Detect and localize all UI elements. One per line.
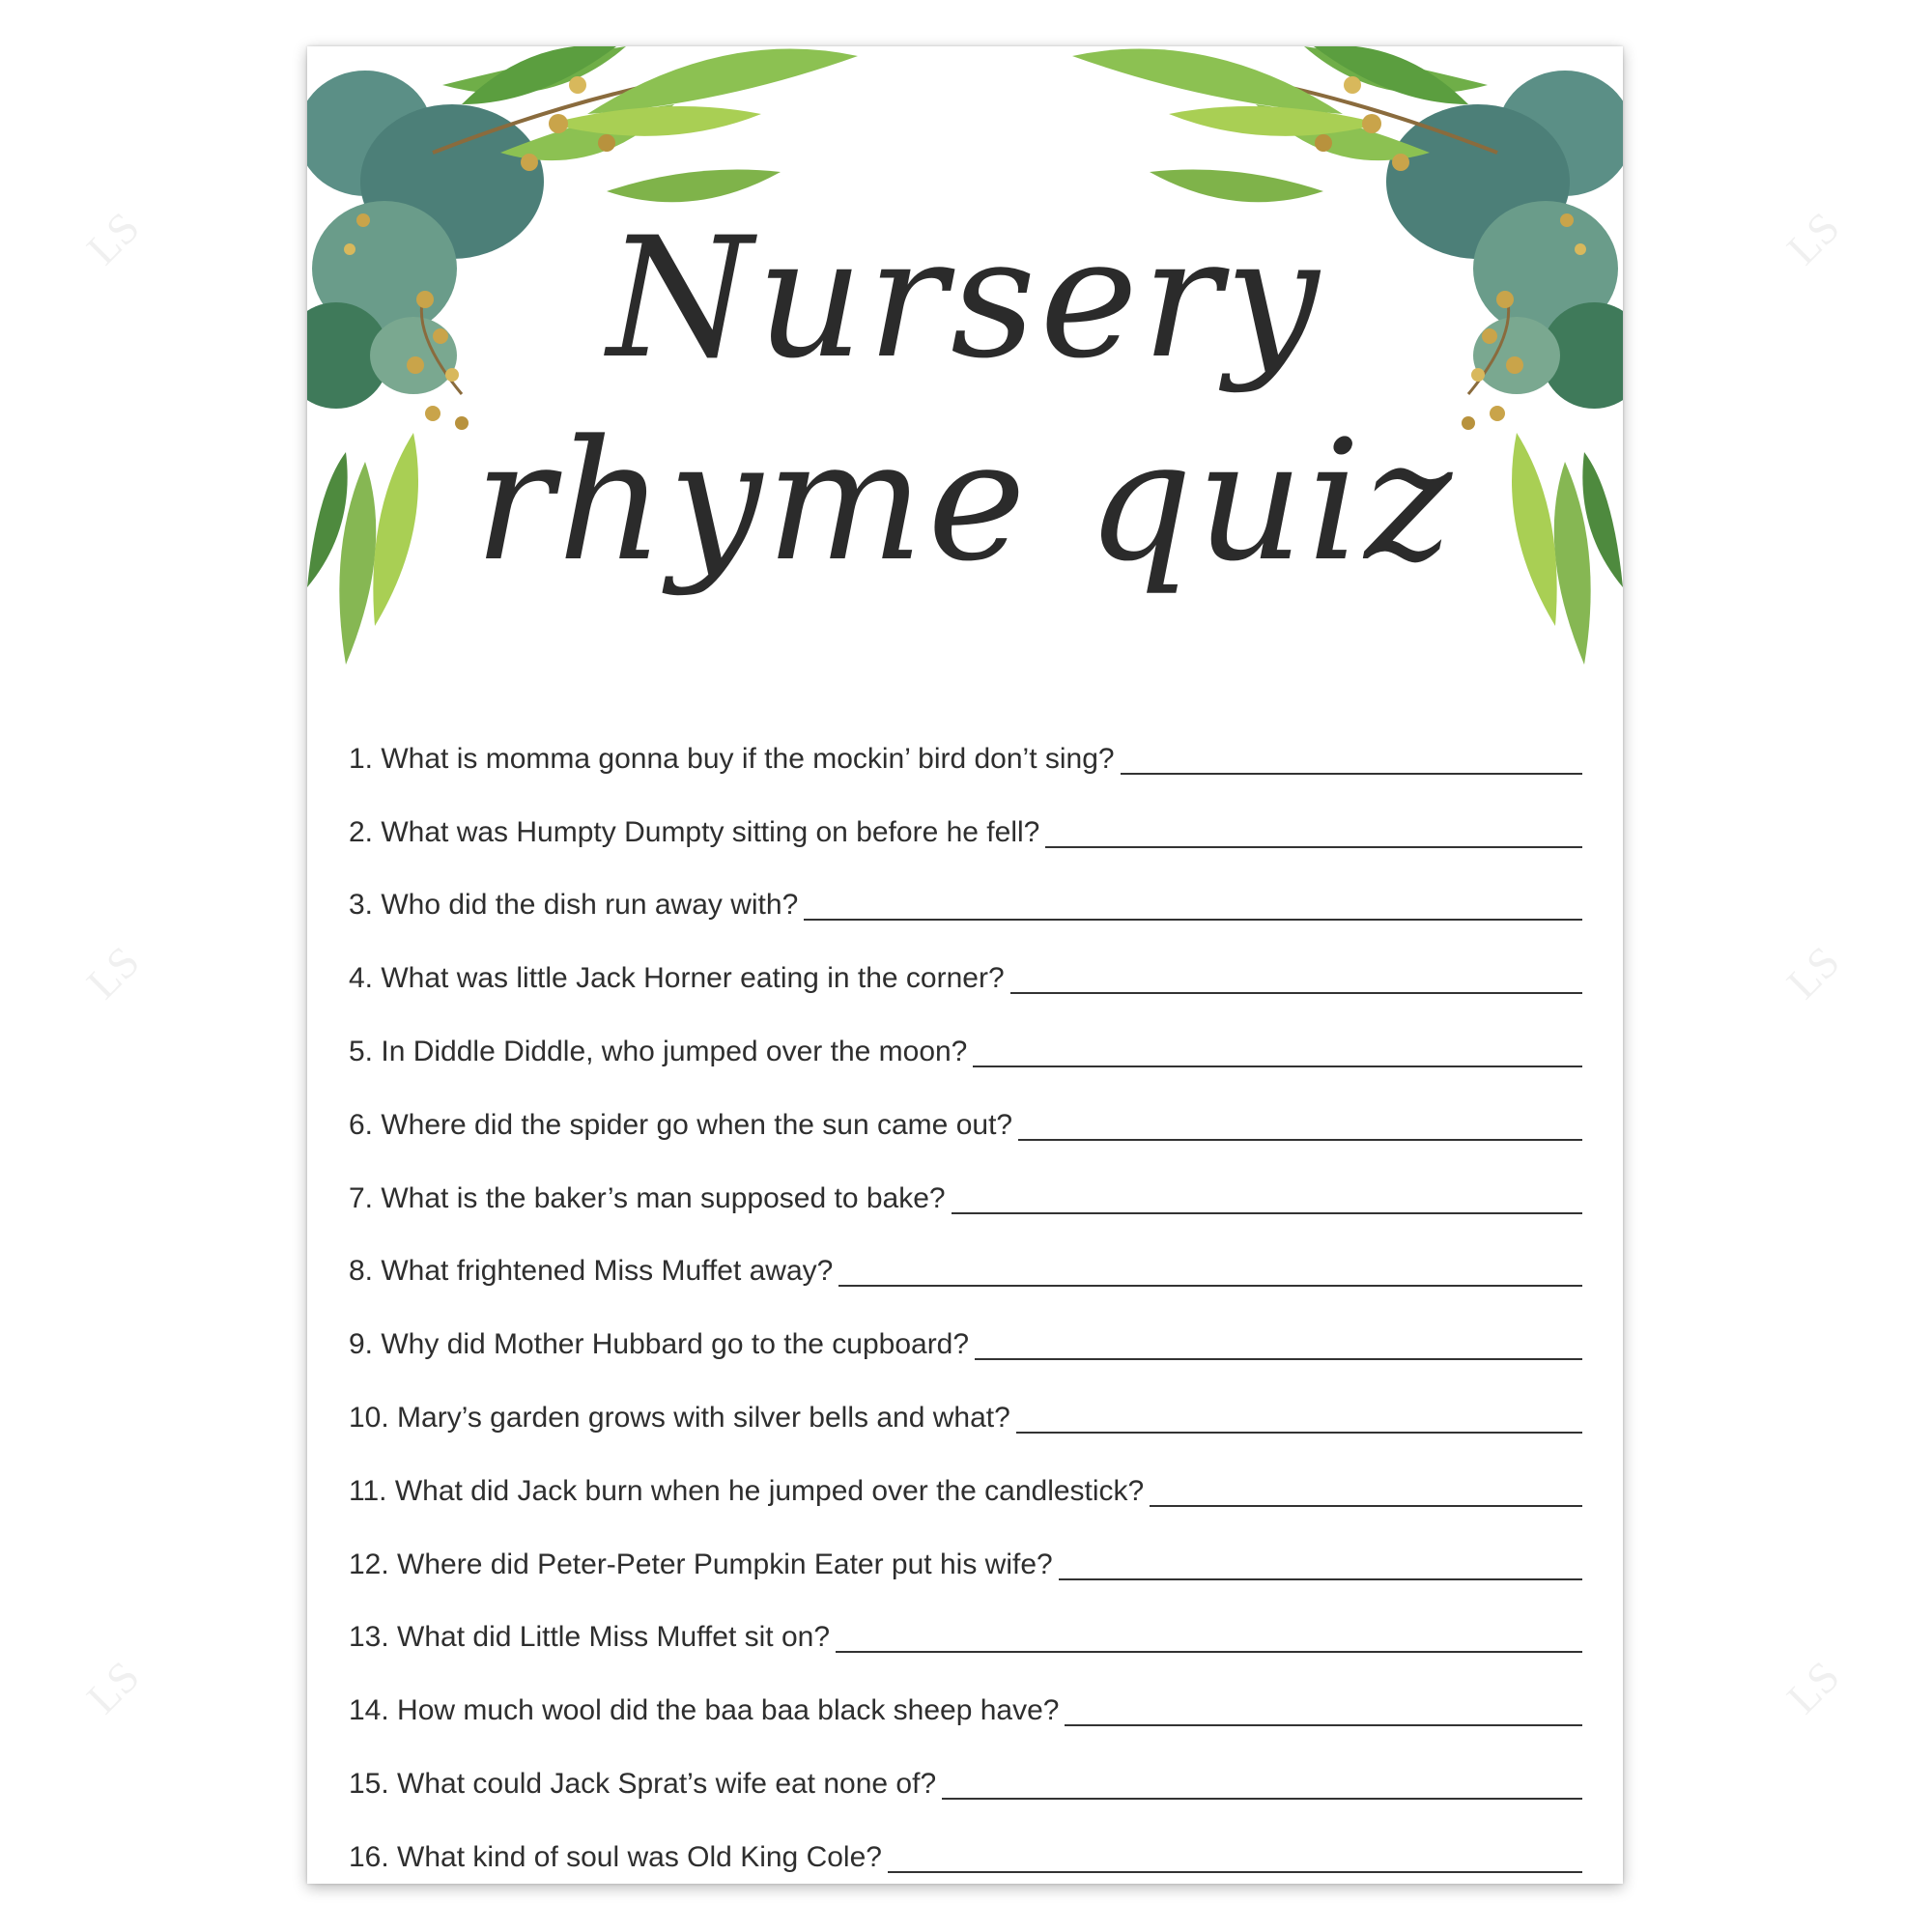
answer-line[interactable] <box>1059 1549 1582 1580</box>
question-text: 3. Who did the dish run away with? <box>349 889 799 922</box>
answer-line[interactable] <box>952 1183 1582 1214</box>
question-item <box>349 1509 1582 1582</box>
question-item <box>349 1289 1582 1362</box>
question-item <box>349 1802 1582 1875</box>
watermark: LS <box>1776 936 1849 1009</box>
question-item <box>349 1362 1582 1435</box>
question-text: 6. Where did the spider go when the sun came out? <box>349 1108 1013 1141</box>
question-item <box>349 777 1582 850</box>
question-text: 1. What is momma gonna buy if the mockin’ bird don’t sing? <box>349 742 1115 775</box>
question-text: 16. What kind of soul was Old King Cole? <box>349 1840 882 1873</box>
question-item <box>349 923 1582 996</box>
question-text: 11. What did Jack burn when he jumped over the candlestick? <box>349 1474 1145 1507</box>
question-text: 4. What was little Jack Horner eating in the corner? <box>349 962 1005 995</box>
question-item <box>349 996 1582 1069</box>
question-text: 12. Where did Peter-Peter Pumpkin Eater put his wife? <box>349 1548 1053 1580</box>
question-item <box>349 1728 1582 1802</box>
question-item <box>349 1655 1582 1728</box>
quiz-card <box>307 46 1623 1884</box>
question-item <box>349 1435 1582 1509</box>
answer-line[interactable] <box>975 1329 1582 1360</box>
question-item <box>349 1143 1582 1216</box>
answer-line[interactable] <box>804 890 1582 921</box>
question-text: 5. In Diddle Diddle, who jumped over the moon? <box>349 1035 968 1067</box>
question-text: 13. What did Little Miss Muffet sit on? <box>349 1621 831 1654</box>
watermark: LS <box>76 1651 149 1723</box>
title-line-2: rhyme quiz <box>473 404 1457 598</box>
answer-line[interactable] <box>1010 963 1582 994</box>
watermark: LS <box>76 936 149 1009</box>
watermark: LS <box>76 202 149 274</box>
answer-line[interactable] <box>942 1769 1582 1800</box>
answer-line[interactable] <box>838 1256 1582 1287</box>
question-text: 15. What could Jack Sprat’s wife eat none of? <box>349 1767 937 1800</box>
question-item <box>349 1582 1582 1656</box>
question-item <box>349 850 1582 923</box>
question-item <box>349 1069 1582 1143</box>
question-text: 7. What is the baker’s man supposed to bake? <box>349 1181 946 1214</box>
question-item <box>349 703 1582 777</box>
answer-line[interactable] <box>1150 1476 1582 1507</box>
answer-line[interactable] <box>1018 1110 1582 1141</box>
answer-line[interactable] <box>973 1037 1582 1067</box>
answer-line[interactable] <box>888 1842 1582 1873</box>
question-text: 14. How much wool did the baa baa black sheep have? <box>349 1694 1060 1727</box>
question-list <box>349 703 1582 1875</box>
title-line-1: Nursery <box>607 201 1323 395</box>
answer-line[interactable] <box>1121 744 1582 775</box>
question-text: 9. Why did Mother Hubbard go to the cupboard? <box>349 1328 970 1361</box>
question-text: 8. What frightened Miss Muffet away? <box>349 1255 834 1288</box>
watermark: LS <box>1776 1651 1849 1723</box>
question-text: 2. What was Humpty Dumpty sitting on before he fell? <box>349 815 1040 848</box>
answer-line[interactable] <box>1045 817 1582 848</box>
answer-line[interactable] <box>1065 1695 1582 1726</box>
watermark: LS <box>1776 202 1849 274</box>
answer-line[interactable] <box>836 1622 1582 1653</box>
question-text: 10. Mary’s garden grows with silver bells and what? <box>349 1401 1010 1434</box>
question-item <box>349 1216 1582 1290</box>
answer-line[interactable] <box>1016 1403 1582 1434</box>
